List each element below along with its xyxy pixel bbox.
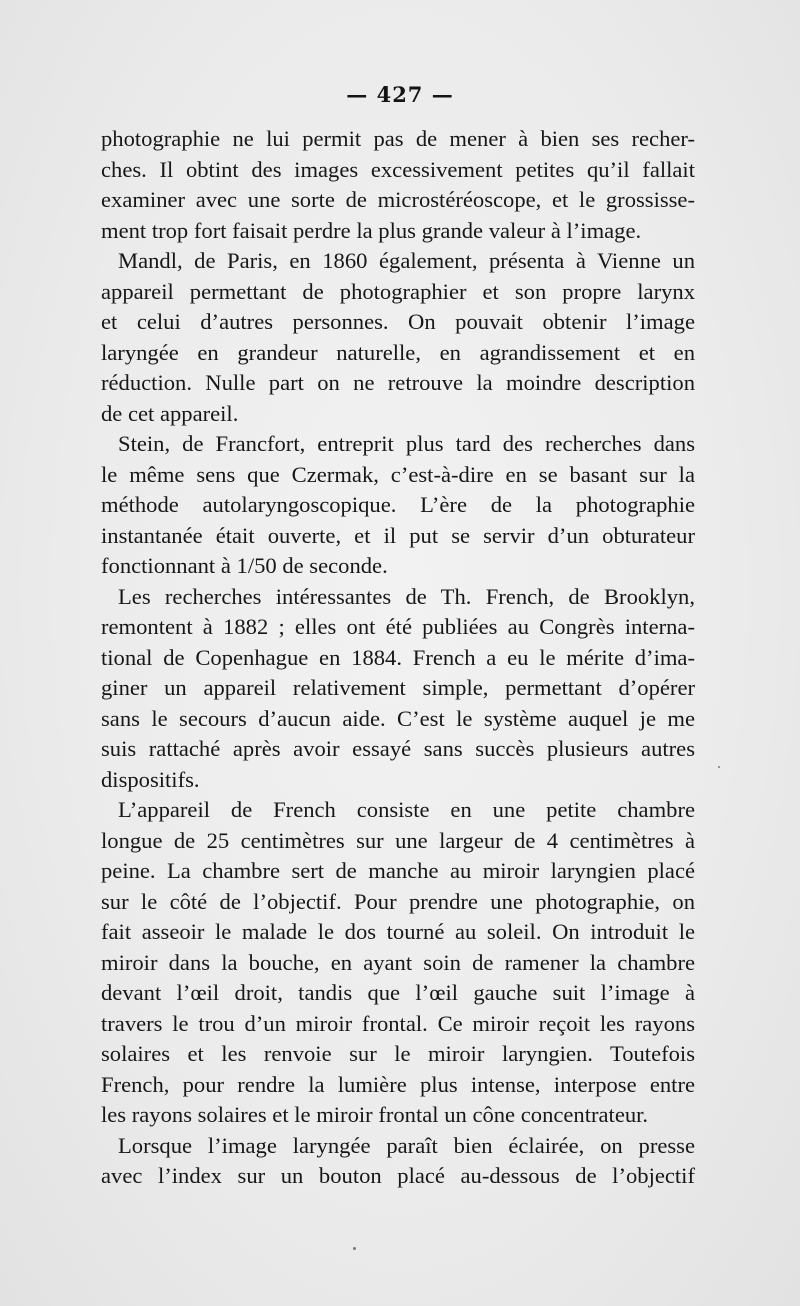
text-line: méthode autolaryngoscopique. L’ère de la photographie xyxy=(101,492,695,517)
text-line: remontent à 1882 ; elles ont été publiées au Congrès interna- xyxy=(101,614,695,639)
text-line: miroir dans la bouche, en ayant soin de ramener la chambre xyxy=(101,949,695,975)
text-line: le même sens que Czermak, c’est-à-dire en se basant sur la xyxy=(101,461,695,487)
text-line: les rayons solaires et le miroir frontal un cône concentrateur. xyxy=(101,1102,649,1127)
text-line: L’appareil de French consiste en une petite chambre xyxy=(118,797,695,822)
text-line: Stein, de Francfort, entreprit plus tard des recherches dans xyxy=(118,431,695,456)
text-line: fonctionnant à 1/50 de seconde. xyxy=(101,553,388,578)
paragraph xyxy=(101,429,695,582)
paper-speck xyxy=(353,1247,356,1250)
text-line: solaires et les renvoie sur le miroir laryngien. Toutefois xyxy=(101,1041,695,1066)
text-line: dispositifs. xyxy=(101,766,200,792)
text-line: de cet appareil. xyxy=(101,400,239,426)
text-line: longue de 25 centimètres sur une largeur de 4 centimètres à xyxy=(101,827,695,853)
text-line: giner un appareil relativement simple, permettant d’opérer xyxy=(101,675,695,700)
text-line: ches. Il obtint des images excessivement petites qu’il fallait xyxy=(101,156,695,182)
text-line: réduction. Nulle part on ne retrouve la moindre description xyxy=(101,370,695,395)
text-line: photographie ne lui permit pas de mener à bien ses recher- xyxy=(101,126,695,151)
text-line: travers le trou d’un miroir frontal. Ce miroir reçoit les rayons xyxy=(101,1010,695,1036)
text-line: sans le secours d’aucun aide. C’est le système auquel je me xyxy=(101,705,695,731)
text-line: Les recherches intéressantes de Th. French, de Brooklyn, xyxy=(118,583,695,609)
text-line: ment trop fort faisait perdre la plus grande valeur à l’image. xyxy=(101,217,642,243)
text-line: Mandl, de Paris, en 1860 également, présenta à Vienne un xyxy=(118,248,695,273)
text-line: Lorsque l’image laryngée paraît bien éclairée, on presse xyxy=(118,1132,695,1158)
paragraph xyxy=(101,1131,695,1192)
body-text xyxy=(101,124,695,1192)
paragraph xyxy=(101,124,695,246)
text-line: fait asseoir le malade le dos tourné au soleil. On introduit le xyxy=(101,919,695,944)
paragraph xyxy=(101,246,695,429)
paragraph xyxy=(101,795,695,1131)
text-line: French, pour rendre la lumière plus intense, interpose entre xyxy=(101,1071,695,1097)
text-line: et celui d’autres personnes. On pouvait obtenir l’image xyxy=(101,309,695,334)
text-line: peine. La chambre sert de manche au miroir laryngien placé xyxy=(101,858,695,883)
text-line: instantanée était ouverte, et il put se servir d’un obturateur xyxy=(101,522,695,548)
text-line: devant l’œil droit, tandis que l’œil gauche suit l’image à xyxy=(101,980,695,1005)
paper-speck xyxy=(718,766,720,768)
text-line: suis rattaché après avoir essayé sans succès plusieurs autres xyxy=(101,736,695,761)
text-line: examiner avec une sorte de microstéréoscope, et le grossisse- xyxy=(101,187,695,212)
text-line: tional de Copenhague en 1884. French a eu le mérite d’ima- xyxy=(101,644,695,670)
text-line: sur le côté de l’objectif. Pour prendre une photographie, on xyxy=(101,888,695,914)
paragraph xyxy=(101,582,695,796)
text-line: avec l’index sur un bouton placé au-dessous de l’objectif xyxy=(101,1163,695,1188)
page-number: — 427 — xyxy=(346,82,454,107)
text-line: laryngée en grandeur naturelle, en agrandissement et en xyxy=(101,339,695,365)
text-line: appareil permettant de photographier et son propre larynx xyxy=(101,278,695,304)
